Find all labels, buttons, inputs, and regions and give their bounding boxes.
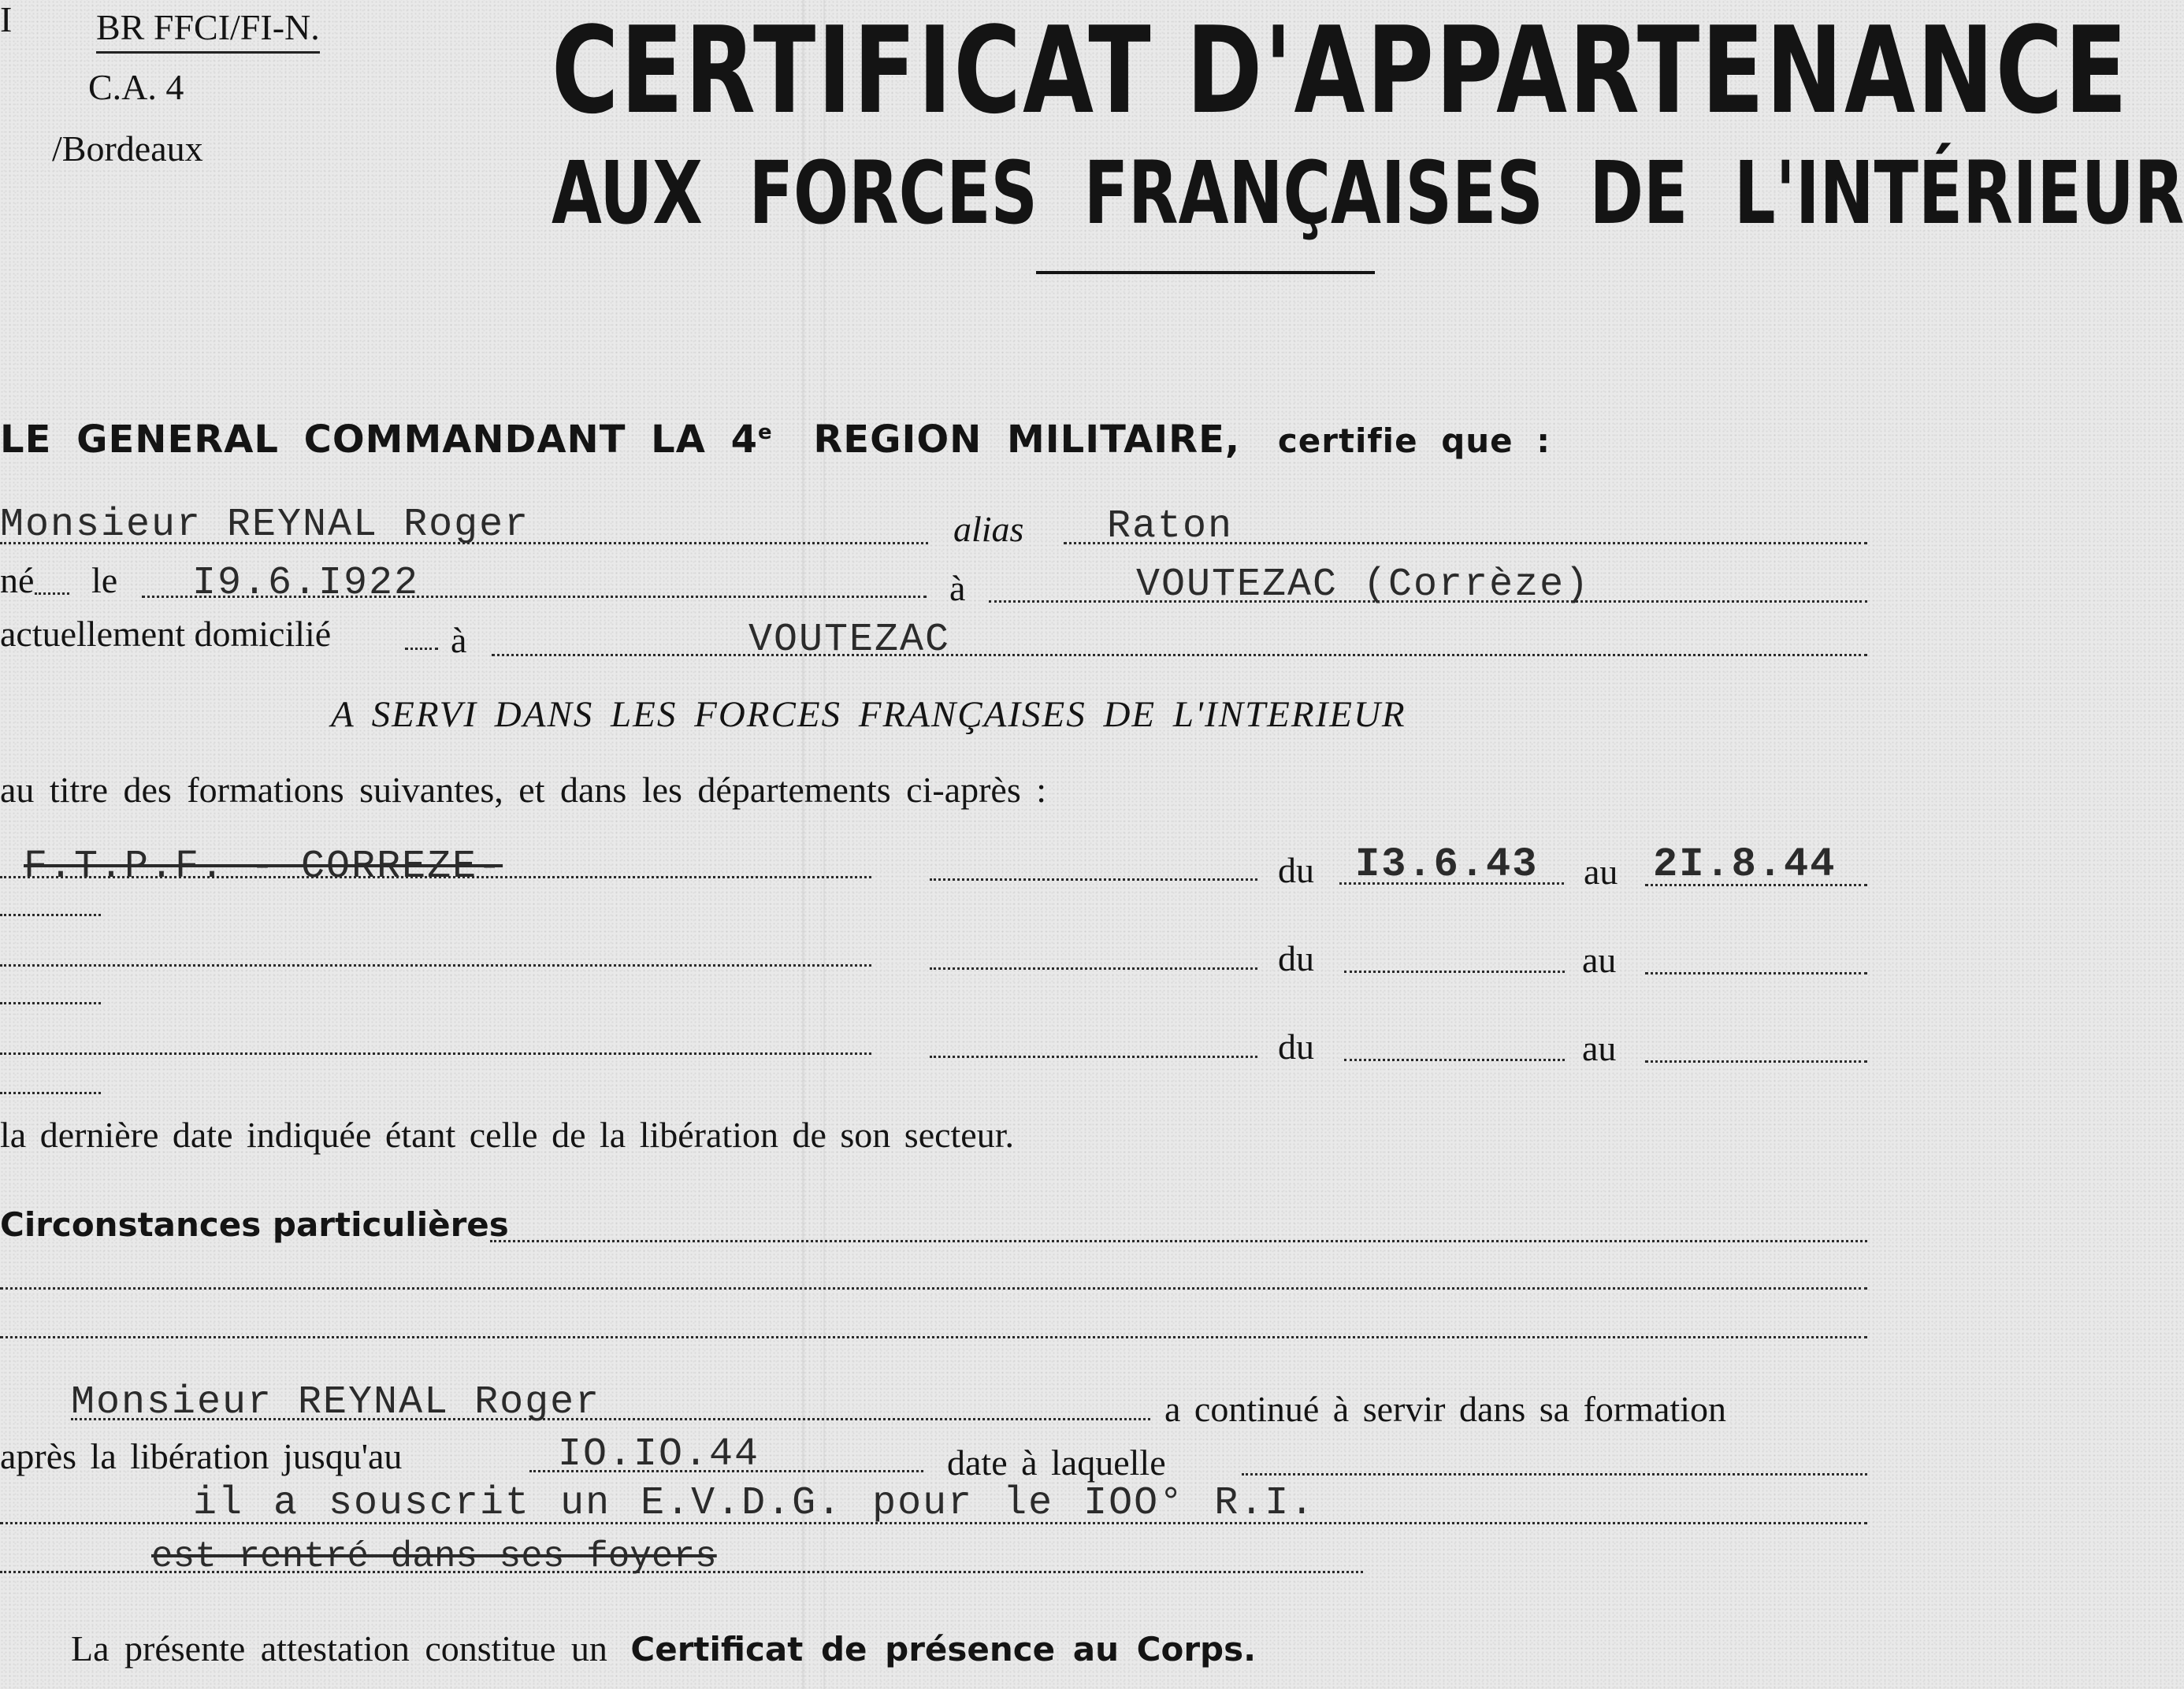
formations-line: au titre des formations suivantes, et dans les départements ci-après : [0,770,1046,810]
formation-1-name: F.T.P.F. - CORREZE- [24,844,503,889]
birth-a-label: à [949,568,966,608]
row2-du-label: du [1278,938,1314,978]
evdg-line: il a souscrit un E.V.D.G. pour le IOO° R.I. [193,1481,1316,1526]
birth-date: I9.6.I922 [192,561,420,606]
header-city: /Bordeaux [52,128,203,169]
after-liberation-text: après la libération jusqu'au [0,1436,403,1476]
served-line: A SERVI DANS LES FORCES FRANÇAISES DE L'INTERIEUR [331,694,1406,735]
row3-au-label: au [1582,1028,1617,1068]
intro-line [0,418,1551,462]
header-region: C.A. 4 [88,67,184,107]
document-title: CERTIFICAT D'APPARTENANCE [552,1,2130,140]
attestation-line [71,1628,1256,1669]
row1-du-label: du [1278,850,1314,890]
continued-text: a continué à servir dans sa formation [1164,1389,1726,1429]
attestation-bold: Certificat de présence au Corps. [630,1630,1257,1669]
last-date-line: la dernière date indiquée étant celle de la libération de son secteur. [0,1115,1014,1155]
row1-from-date: I3.6.43 [1355,841,1539,888]
name-value-2: Monsieur REYNAL Roger [71,1380,601,1425]
row2-au-label: au [1582,940,1617,980]
row3-du-label: du [1278,1026,1314,1067]
born-label-ne: né [0,560,35,600]
title-rule [1036,271,1375,274]
domicile-a-label: à [451,620,467,660]
header-office: BR FFCI/FI-N. [96,6,320,54]
birth-place: VOUTEZAC (Corrèze) [1136,562,1591,607]
attestation-text: La présente attestation constitue un [71,1628,607,1669]
row1-au-label: au [1584,852,1618,892]
domicile-label: actuellement domicilié [0,614,332,654]
row1-to-date: 2I.8.44 [1653,841,1837,888]
domicile-value: VOUTEZAC [748,618,951,663]
until-date: IO.IO.44 [558,1432,760,1477]
struck-text: est rentré dans ses foyers [151,1536,717,1577]
intro-general: LE GENERAL COMMANDANT LA 4 [0,418,758,462]
header-code-fragment: I [0,0,13,39]
intro-region: REGION MILITAIRE, [813,418,1241,462]
date-laquelle: date à laquelle [947,1442,1166,1483]
name-value: Monsieur REYNAL Roger [0,503,530,548]
document-subtitle: AUX FORCES FRANÇAISES DE L'INTÉRIEUR [552,143,2184,243]
intro-superscript: e [757,421,773,444]
alias-value: Raton [1107,504,1234,549]
alias-label: alias [953,509,1024,549]
circonstances-label: Circonstances particulières [0,1205,509,1244]
born-label-le: le [91,560,118,600]
intro-certifie: certifie que : [1277,421,1551,460]
